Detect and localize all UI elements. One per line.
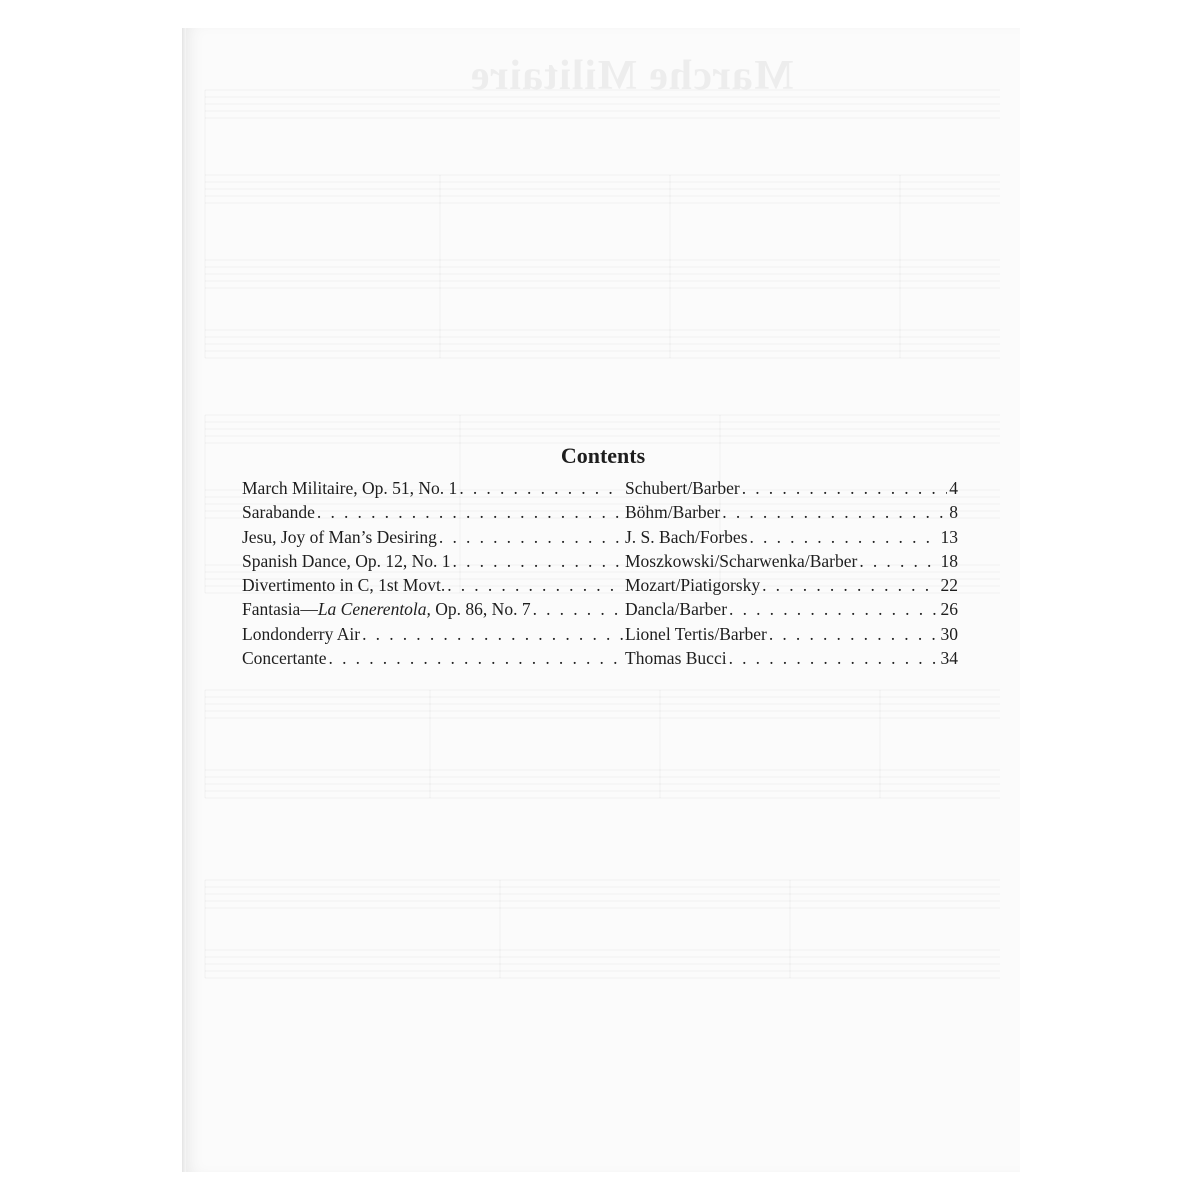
toc-entry xyxy=(242,500,958,524)
dot-leader xyxy=(742,476,948,500)
toc-composer: Böhm/Barber xyxy=(625,502,721,523)
toc-entry xyxy=(242,646,958,670)
toc-entry xyxy=(242,549,958,573)
toc-page-number: 26 xyxy=(940,599,958,620)
ghost-staff-system-1 xyxy=(205,90,1000,358)
toc-title: Londonderry Air xyxy=(242,623,361,644)
dot-leader xyxy=(722,500,947,524)
toc-page-number: 22 xyxy=(940,575,958,596)
dot-leader xyxy=(317,500,623,524)
dot-leader xyxy=(729,646,939,670)
dot-leader xyxy=(362,622,623,646)
toc-page-number: 13 xyxy=(940,526,958,547)
toc-page-number: 34 xyxy=(940,648,958,669)
dot-leader xyxy=(459,476,623,500)
dot-leader xyxy=(439,525,623,549)
toc-entry xyxy=(242,525,958,549)
dot-leader xyxy=(453,549,623,573)
toc-composer: Mozart/Piatigorsky xyxy=(625,575,761,596)
toc-title-prefix: Fantasia— xyxy=(242,599,318,620)
toc-composer: Moszkowski/Scharwenka/Barber xyxy=(625,550,858,571)
toc-title: Sarabande xyxy=(242,502,315,523)
toc-title: Concertante xyxy=(242,648,327,669)
bleed-through-heading: Marche Militaire xyxy=(470,53,794,99)
toc-composer: Schubert/Barber xyxy=(625,478,740,498)
toc-entry xyxy=(242,573,958,597)
contents-heading: Contents xyxy=(560,443,646,468)
toc-entry xyxy=(242,476,958,500)
dot-leader xyxy=(447,573,623,597)
dot-leader xyxy=(729,597,938,621)
toc-page-number: 30 xyxy=(940,623,958,644)
toc-composer: Lionel Tertis/Barber xyxy=(625,623,767,644)
toc-page-number: 18 xyxy=(940,550,958,571)
toc-page-number: 8 xyxy=(949,502,958,523)
dot-leader xyxy=(533,597,623,621)
dot-leader xyxy=(769,622,939,646)
toc-title: Spanish Dance, Op. 12, No. 1 xyxy=(242,550,451,571)
toc-title: Divertimento in C, 1st Movt. xyxy=(242,575,446,596)
toc-entry xyxy=(242,622,958,646)
table-of-contents xyxy=(242,440,958,670)
toc-composer: J. S. Bach/Forbes xyxy=(625,526,748,547)
toc-composer: Dancla/Barber xyxy=(625,599,728,620)
ghost-staff-system-4 xyxy=(205,880,1000,978)
toc-title-suffix: Op. 86, No. 7 xyxy=(430,599,531,620)
page-edge-shadow xyxy=(182,28,186,1172)
dot-leader xyxy=(859,549,938,573)
dot-leader xyxy=(750,525,939,549)
ghost-staff-system-3 xyxy=(205,690,1000,798)
dot-leader xyxy=(329,646,623,670)
toc-title: March Militaire, Op. 51, No. 1 xyxy=(242,478,458,498)
dot-leader xyxy=(762,573,938,597)
toc-entry xyxy=(242,597,958,621)
toc-composer: Thomas Bucci xyxy=(625,648,727,669)
toc-title-italic: La Cenerentola, xyxy=(317,599,431,620)
toc-page-number: 4 xyxy=(949,478,958,498)
toc-title: Jesu, Joy of Man’s Desiring xyxy=(242,526,437,547)
